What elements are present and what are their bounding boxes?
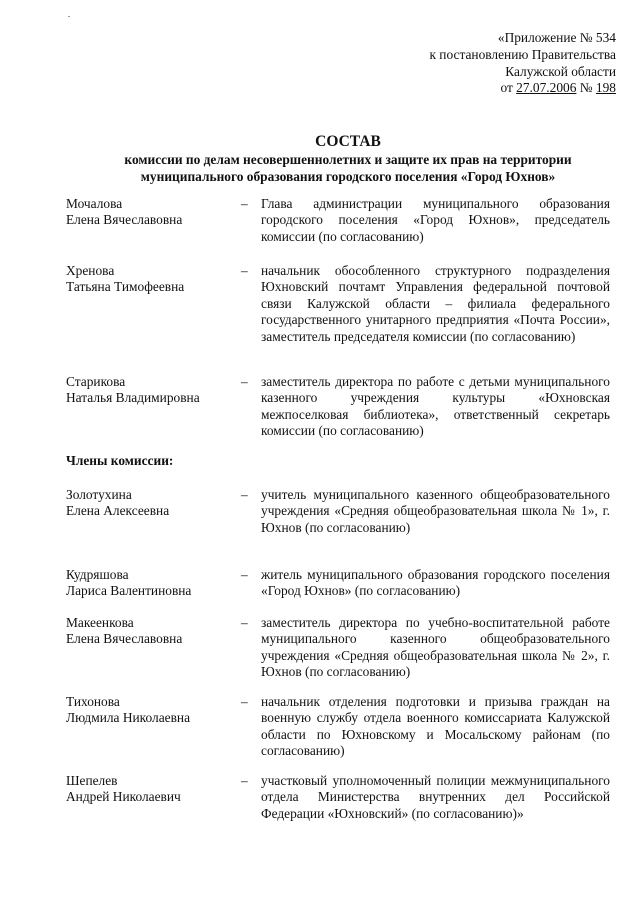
person-role: начальник отделения подготовки и призыва граждан на военную службу отдела военного комиссариата Калужской области по Юхновскому и Мосальскому районам (по согласованию) xyxy=(261,694,610,759)
appendix-line-3: Калужской области xyxy=(505,63,616,79)
entry-dash: – xyxy=(241,263,248,278)
document-title: СОСТАВ xyxy=(315,133,381,150)
person-name xyxy=(66,773,241,806)
scan-speck xyxy=(68,16,70,17)
appendix-date: 27.07.2006 xyxy=(516,80,577,96)
entry-dash: – xyxy=(241,196,248,211)
person-name xyxy=(66,263,241,296)
person-surname: Хренова xyxy=(66,263,115,278)
person-surname: Макеенкова xyxy=(66,615,134,630)
person-name xyxy=(66,694,241,727)
appendix-block xyxy=(396,30,616,97)
appendix-line-1: «Приложение № 534 xyxy=(497,30,616,45)
appendix-number-sign: № xyxy=(576,80,596,96)
person-given-names: Андрей Николаевич xyxy=(66,789,181,805)
person-role: учитель муниципального казенного общеобразовательного учреждения «Средняя общеобразовательная школа № 1», г. Юхнов (по согласованию) xyxy=(261,487,610,535)
person-name xyxy=(66,487,241,520)
person-role: заместитель директора по учебно-воспитательной работе муниципального казенного общеобразовательного учреждения «Средняя общеобразовательная школа № 2», г. Юхнов (по согласованию) xyxy=(261,615,610,680)
document-subtitle-line-1: комиссии по делам несовершеннолетних и защите их прав на территории xyxy=(124,152,572,167)
entry-dash: – xyxy=(241,615,248,630)
person-given-names: Татьяна Тимофеевна xyxy=(66,279,185,295)
person-surname: Золотухина xyxy=(66,487,132,502)
person-name xyxy=(66,567,241,600)
person-surname: Старикова xyxy=(66,374,126,389)
appendix-number: 198 xyxy=(595,80,616,96)
person-role: заместитель директора по работе с детьми муниципального казенного учреждения культуры «Юхновская межпоселковая библиотека», ответственный секретарь комиссии (по согласованию) xyxy=(261,374,610,439)
person-given-names: Лариса Валентиновна xyxy=(66,583,192,599)
entry-dash: – xyxy=(241,567,248,582)
person-role: начальник обособленного структурного подразделения Юхновский почтамт Управления федеральной почтовой связи Калужской области – филиала федерального государственного унитарного предприятия «Почта России», заместитель председателя комиссии (по согласованию) xyxy=(261,263,610,344)
person-surname: Кудряшова xyxy=(66,567,129,582)
person-given-names: Наталья Владимировна xyxy=(66,390,200,406)
person-name xyxy=(66,615,241,648)
person-given-names: Елена Вячеславовна xyxy=(66,631,183,647)
person-surname: Шепелев xyxy=(66,773,118,788)
person-given-names: Елена Вячеславовна xyxy=(66,212,183,228)
person-name xyxy=(66,374,241,407)
appendix-line-4 xyxy=(396,80,616,97)
person-surname: Тихонова xyxy=(66,694,120,709)
person-role: житель муниципального образования городского поселения «Город Юхнов» (по согласованию) xyxy=(261,567,610,599)
person-given-names: Елена Алексеевна xyxy=(66,503,170,519)
members-heading: Члены комиссии: xyxy=(66,453,174,468)
appendix-prefix: от xyxy=(500,80,517,96)
person-name xyxy=(66,196,241,229)
person-role: участковый уполномоченный полиции межмуниципального отдела Министерства внутренних дел Российской Федерации «Юхновский» (по согласованию)» xyxy=(261,773,610,821)
document-heading xyxy=(80,132,616,186)
entry-dash: – xyxy=(241,487,248,502)
appendix-line-2: к постановлению Правительства xyxy=(429,46,616,62)
entry-dash: – xyxy=(241,694,248,709)
entry-dash: – xyxy=(241,773,248,788)
person-given-names: Людмила Николаевна xyxy=(66,710,191,726)
document-subtitle-line-2: муниципального образования городского поселения «Город Юхнов» xyxy=(140,168,556,184)
person-role: Глава администрации муниципального образования городского поселения «Город Юхнов», председатель комиссии (по согласованию) xyxy=(261,196,610,244)
entry-dash: – xyxy=(241,374,248,389)
person-surname: Мочалова xyxy=(66,196,123,211)
